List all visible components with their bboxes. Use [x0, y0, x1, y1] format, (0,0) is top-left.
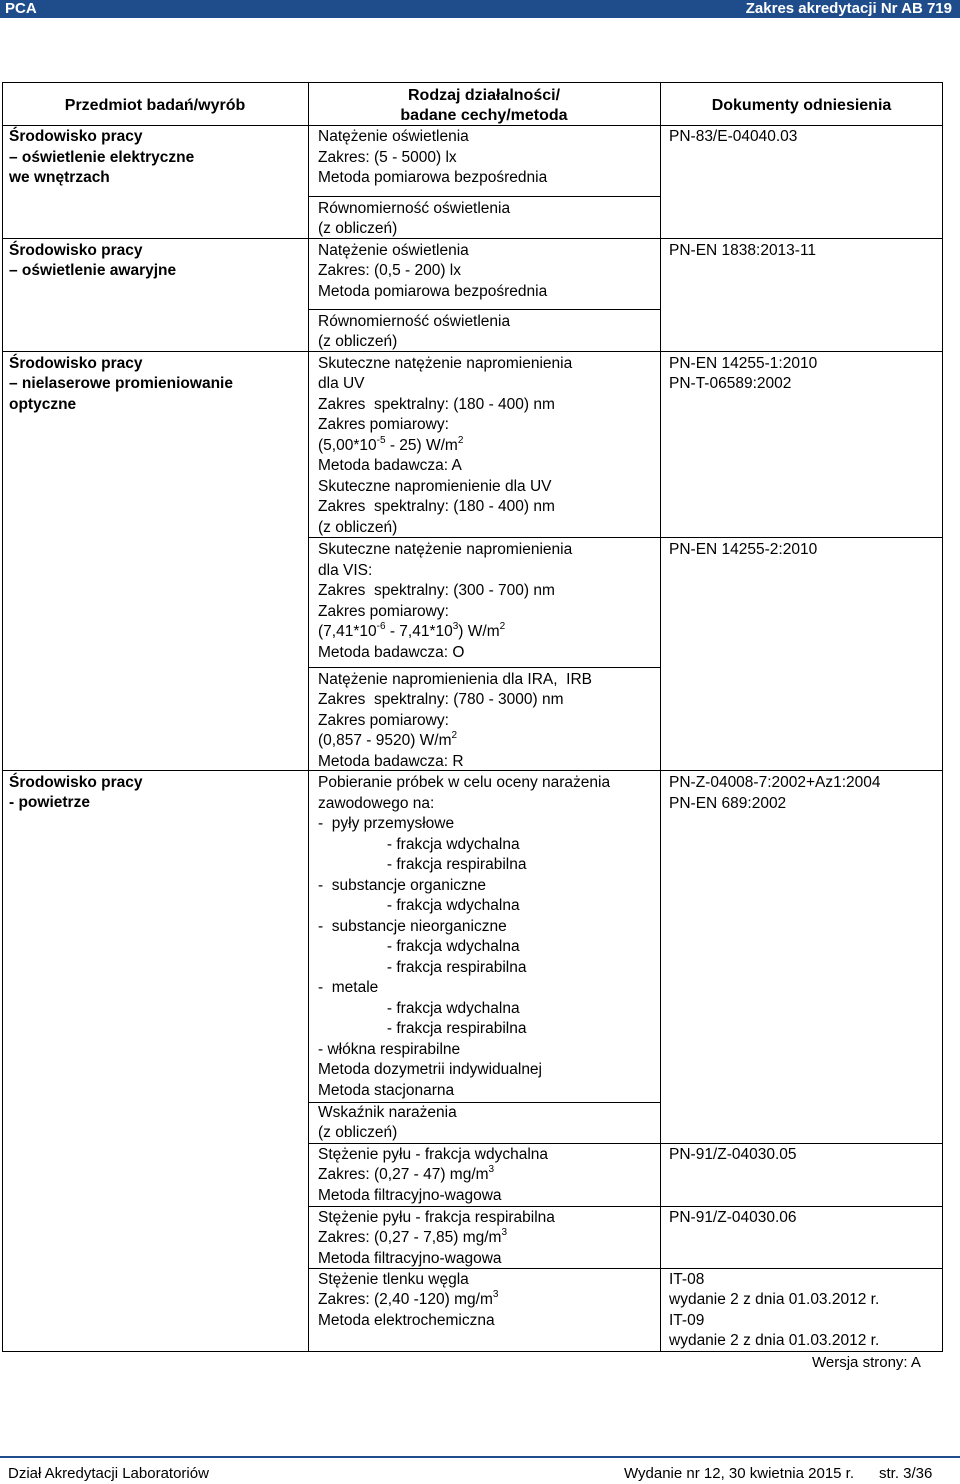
subject-line: optyczne: [9, 396, 77, 413]
subject-line: Środowisko pracy: [9, 128, 143, 145]
row-divider: [308, 196, 660, 197]
method-line-range: Zakres: (0,27 - 47) $mg/m^3$: [318, 1163, 495, 1183]
subject-line: Środowisko pracy: [9, 355, 143, 372]
method-line: Natężenie oświetlenia: [318, 242, 469, 259]
method-line-range: $(5,00*10^{-5} - 25)$ $W/m^2$: [318, 434, 464, 454]
method-line: Metoda badawcza: R: [318, 753, 464, 770]
method-line: - frakcja wdychalna: [318, 938, 520, 955]
document-ref: PN-T-06589:2002: [669, 375, 792, 392]
document-ref: PN-91/Z-04030.05: [669, 1146, 797, 1163]
subject-line: – nielaserowe promieniowanie: [9, 375, 233, 392]
footer-left: Dział Akredytacji Laboratoriów: [8, 1465, 209, 1482]
column-header-activity-2: badane cechy/metoda: [400, 107, 568, 124]
page-version: Wersja strony: A: [812, 1354, 921, 1371]
method-line: Stężenie tlenku węgla: [318, 1271, 469, 1288]
method-line: Zakres spektralny: (180 - 400) nm: [318, 396, 555, 413]
method-line: - włókna respirabilne: [318, 1041, 461, 1058]
method-line: Metoda filtracyjno-wagowa: [318, 1187, 502, 1204]
document-ref: PN-EN 1838:2013-11: [669, 242, 817, 259]
row-divider: [2, 770, 943, 771]
row-divider: [2, 238, 943, 239]
method-line-range: Zakres: (0,27 - 7,85) $mg/m^3$: [318, 1226, 508, 1246]
method-line: zawodowego na:: [318, 795, 435, 812]
row-divider: [2, 351, 943, 352]
document-ref: PN-EN 14255-1:2010: [669, 355, 818, 372]
document-ref: wydanie 2 z dnia 01.03.2012 r.: [669, 1291, 880, 1308]
column-header-documents: Dokumenty odniesienia: [711, 97, 892, 114]
document-ref: IT-08: [669, 1271, 705, 1288]
method-line: Stężenie pyłu - frakcja respirabilna: [318, 1209, 555, 1226]
header-left: PCA: [5, 0, 37, 17]
subject-line: - powietrze: [9, 794, 90, 811]
method-line: Wskaźnik narażenia: [318, 1104, 457, 1121]
document-ref: PN-83/E-04040.03: [669, 128, 798, 145]
method-line: (z obliczeń): [318, 333, 398, 350]
method-line: Metoda pomiarowa bezpośrednia: [318, 169, 548, 186]
method-line: Stężenie pyłu - frakcja wdychalna: [318, 1146, 549, 1163]
page-header: [0, 0, 960, 18]
method-line: Zakres pomiarowy:: [318, 712, 449, 729]
method-line: Metoda stacjonarna: [318, 1082, 455, 1099]
document-ref: PN-91/Z-04030.06: [669, 1209, 797, 1226]
document-ref: IT-09: [669, 1312, 705, 1329]
method-line: Zakres spektralny: (300 - 700) nm: [318, 582, 555, 599]
method-line: Skuteczne napromienienie dla UV: [318, 478, 552, 495]
method-line: - metale: [318, 979, 379, 996]
page-footer: [0, 1456, 960, 1484]
method-line: Metoda elektrochemiczna: [318, 1312, 495, 1329]
method-line: - substancje organiczne: [318, 877, 487, 894]
column-header-activity-1: Rodzaj działalności/: [407, 87, 561, 104]
document-ref: wydanie 2 z dnia 01.03.2012 r.: [669, 1332, 880, 1349]
method-line: - frakcja wdychalna: [318, 897, 520, 914]
method-line: Równomierność oświetlenia: [318, 200, 511, 217]
method-line: Zakres spektralny: (780 - 3000) nm: [318, 691, 564, 708]
method-line: Skuteczne natężenie napromienienia: [318, 355, 573, 372]
method-line-range: $(7,41*10^{-6} - 7,41*10^3)$ $W/m^2$: [318, 620, 506, 640]
method-line: Zakres: (5 - 5000) lx: [318, 149, 457, 166]
method-line: Metoda pomiarowa bezpośrednia: [318, 283, 548, 300]
method-line-range: (0,857 - 9520) $W/m^2$: [318, 729, 458, 749]
subject-line: Środowisko pracy: [9, 774, 143, 791]
method-line: - frakcja respirabilna: [318, 856, 527, 873]
method-line: Metoda badawcza: A: [318, 457, 462, 474]
subject-line: we wnętrzach: [9, 169, 110, 186]
method-line: - substancje nieorganiczne: [318, 918, 507, 935]
method-line: Metoda filtracyjno-wagowa: [318, 1250, 502, 1267]
column-header-subject: Przedmiot badań/wyrób: [64, 97, 246, 114]
method-line: Zakres pomiarowy:: [318, 416, 449, 433]
method-line: Pobieranie próbek w celu oceny narażenia: [318, 774, 611, 791]
method-line: (z obliczeń): [318, 1124, 398, 1141]
method-line: - pyły przemysłowe: [318, 815, 455, 832]
column-divider-2: [660, 82, 661, 1352]
method-line: (z obliczeń): [318, 220, 398, 237]
subject-line: – oświetlenie awaryjne: [9, 262, 177, 279]
method-line: Równomierność oświetlenia: [318, 313, 511, 330]
footer-right: Wydanie nr 12, 30 kwietnia 2015 r. str. 3/36: [624, 1465, 933, 1482]
method-line: Metoda badawcza: O: [318, 644, 465, 661]
header-right: Zakres akredytacji Nr AB 719: [745, 0, 952, 17]
method-line: Skuteczne natężenie napromienienia: [318, 541, 573, 558]
method-line: (z obliczeń): [318, 519, 398, 536]
method-line: Metoda dozymetrii indywidualnej: [318, 1061, 543, 1078]
column-divider-1: [308, 82, 309, 1352]
method-line: Natężenie oświetlenia: [318, 128, 469, 145]
document-ref: PN-EN 14255-2:2010: [669, 541, 818, 558]
method-line-range: Zakres: (2,40 -120) $mg/m^3$: [318, 1288, 499, 1308]
method-line: Natężenie napromienienia dla IRA, IRB: [318, 671, 592, 688]
row-divider: [308, 537, 943, 538]
row-divider: [308, 667, 660, 668]
method-line: - frakcja wdychalna: [318, 1000, 520, 1017]
row-divider: [308, 1143, 943, 1144]
method-line: - frakcja wdychalna: [318, 836, 520, 853]
document-ref: PN-EN 689:2002: [669, 795, 787, 812]
method-line: Zakres pomiarowy:: [318, 603, 449, 620]
row-divider: [308, 309, 660, 310]
subject-line: Środowisko pracy: [9, 242, 143, 259]
method-line: - frakcja respirabilna: [318, 1020, 527, 1037]
subject-line: – oświetlenie elektryczne: [9, 149, 195, 166]
method-line: Zakres: (0,5 - 200) lx: [318, 262, 461, 279]
method-line: Zakres spektralny: (180 - 400) nm: [318, 498, 555, 515]
method-line: dla UV: [318, 375, 365, 392]
method-line: - frakcja respirabilna: [318, 959, 527, 976]
document-ref: PN-Z-04008-7:2002+Az1:2004: [669, 774, 881, 791]
method-line: dla VIS:: [318, 562, 373, 579]
